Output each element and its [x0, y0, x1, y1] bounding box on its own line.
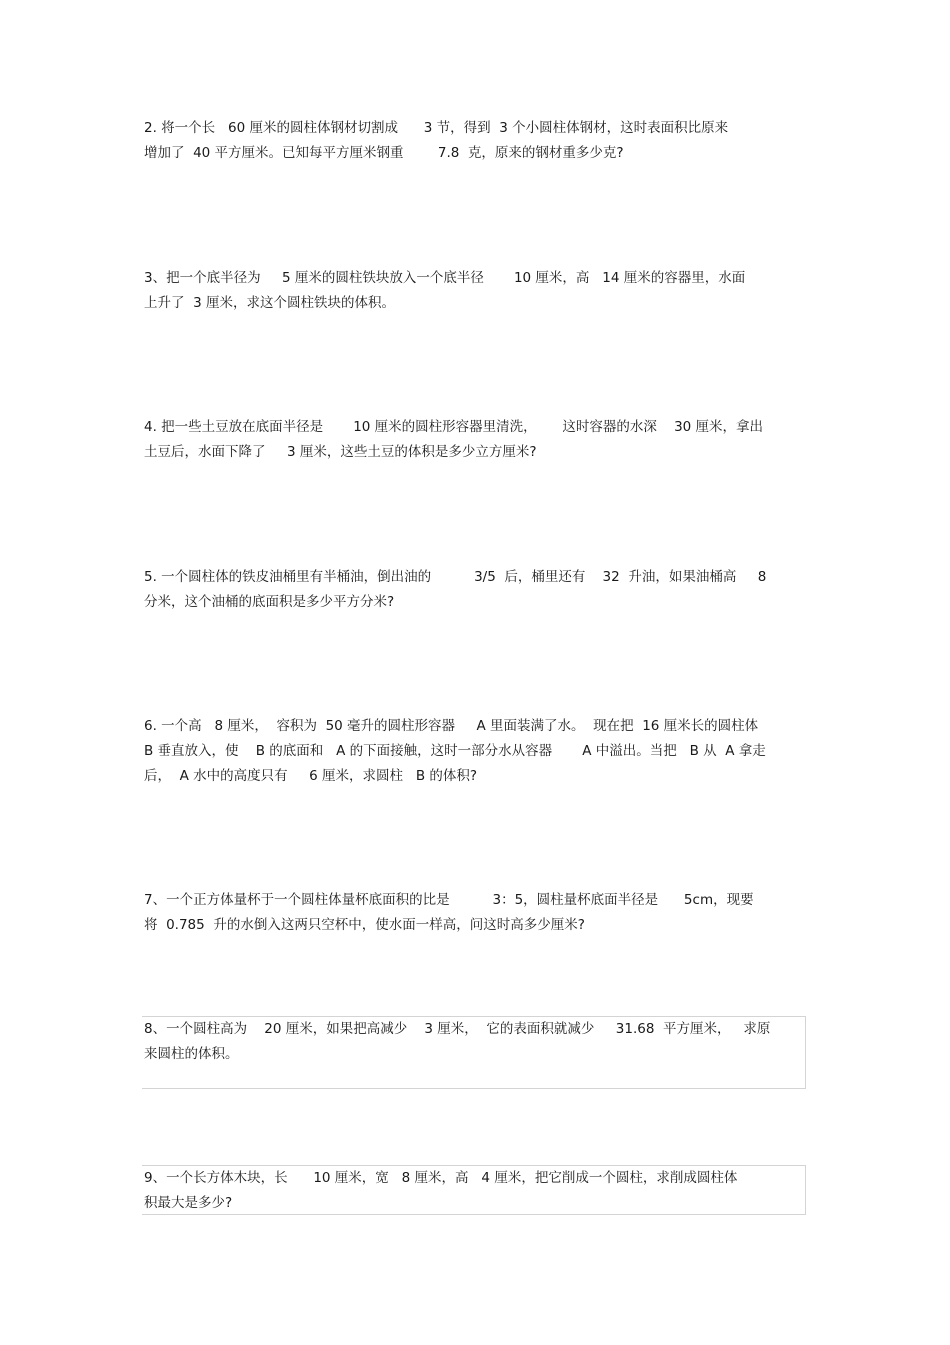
- problem-6-line-1: 6. 一个高 8 厘米， 容积为 50 毫升的圆柱形容器 A 里面装满了水。 现在把 16 厘米长的圆柱体: [144, 718, 759, 734]
- problem-6-line-2: B 垂直放入，使 B 的底面和 A 的下面接触，这时一部分水从容器 A 中溢出。当把 B 从 A 拿走: [144, 743, 766, 759]
- problem-9-line-2: 积最大是多少?: [144, 1195, 233, 1211]
- problem-7-line-2: 将 0.785 升的水倒入这两只空杯中，使水面一样高，问这时高多少厘米?: [144, 917, 585, 933]
- problem-4: [144, 415, 808, 465]
- problem-8-line-2: 来圆柱的体积。: [144, 1046, 239, 1062]
- problem-3: [144, 266, 808, 316]
- problem-4-line-2: 土豆后，水面下降了 3 厘米，这些土豆的体积是多少立方厘米?: [144, 444, 537, 460]
- problem-5-line-2: 分米，这个油桶的底面积是多少平方分米?: [144, 594, 395, 610]
- problem-9: [142, 1165, 806, 1215]
- problem-5: [144, 565, 808, 615]
- problem-7: [144, 888, 808, 938]
- problem-7-line-1: 7、一个正方体量杯于一个圆柱体量杯底面积的比是 3：5，圆柱量杯底面半径是 5cm，现要: [144, 892, 754, 908]
- problem-3-line-2: 上升了 3 厘米，求这个圆柱铁块的体积。: [144, 295, 395, 311]
- problem-3-line-1: 3、把一个底半径为 5 厘米的圆柱铁块放入一个底半径 10 厘米，高 14 厘米的容器里，水面: [144, 270, 746, 286]
- problem-8: [142, 1016, 806, 1089]
- problem-6: [144, 714, 808, 789]
- problem-2-line-2: 增加了 40 平方厘米。已知每平方厘米钢重 7.8 克，原来的钢材重多少克?: [144, 145, 624, 161]
- problem-2: [144, 116, 808, 166]
- problem-6-line-3: 后， A 水中的高度只有 6 厘米，求圆柱 B 的体积?: [144, 768, 478, 784]
- problem-4-line-1: 4. 把一些土豆放在底面半径是 10 厘米的圆柱形容器里清洗， 这时容器的水深 30 厘米，拿出: [144, 419, 764, 435]
- problem-8-line-1: 8、一个圆柱高为 20 厘米，如果把高减少 3 厘米， 它的表面积就减少 31.68 平方厘米， 求原: [144, 1021, 771, 1037]
- problem-2-line-1: 2. 将一个长 60 厘米的圆柱体钢材切割成 3 节，得到 3 个小圆柱体钢材，这时表面积比原来: [144, 120, 729, 136]
- problem-9-line-1: 9、一个长方体木块，长 10 厘米，宽 8 厘米，高 4 厘米，把它削成一个圆柱，求削成圆柱体: [144, 1170, 738, 1186]
- problem-5-line-1: 5. 一个圆柱体的铁皮油桶里有半桶油，倒出油的 3/5 后，桶里还有 32 升油，如果油桶高 8: [144, 569, 767, 585]
